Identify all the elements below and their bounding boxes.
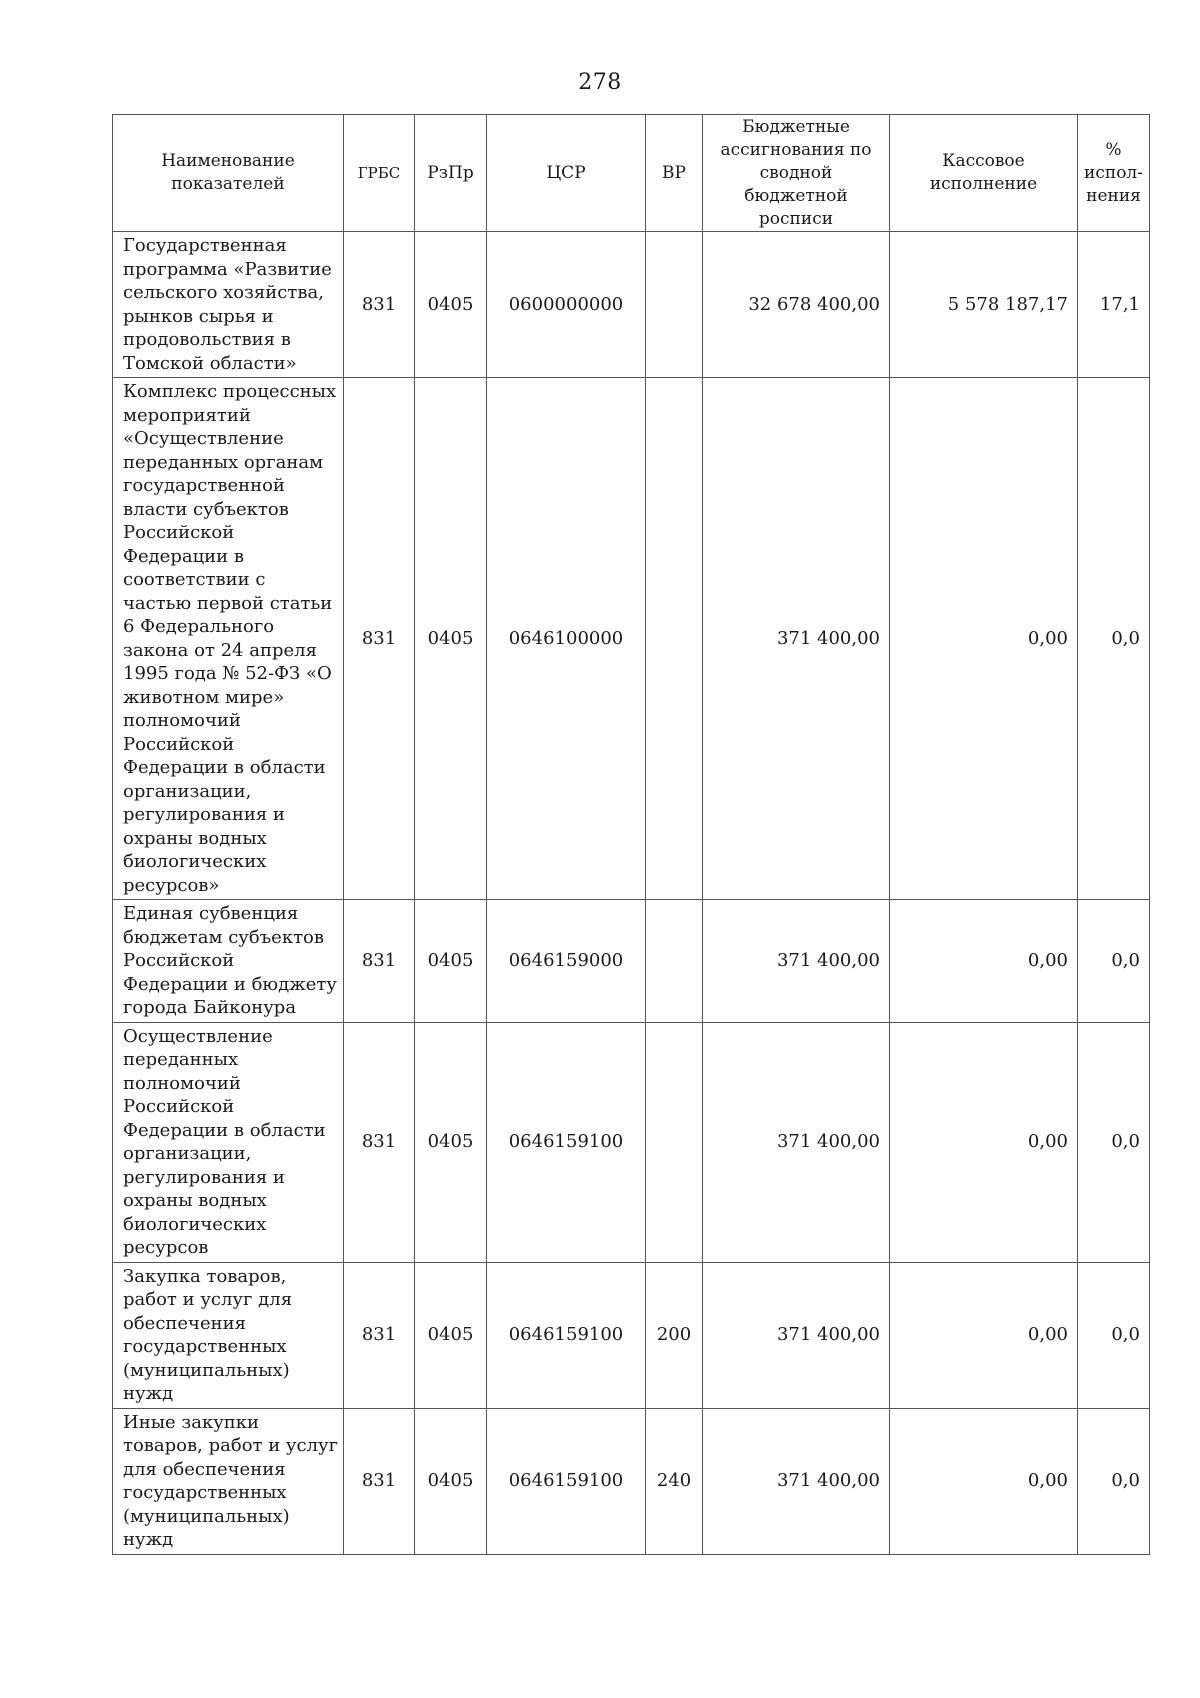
- row-cash-execution: 0,00: [890, 1262, 1078, 1408]
- row-csr: 0646159100: [487, 1022, 646, 1262]
- table-header-row: [113, 115, 1150, 232]
- row-name: Закупка товаров, работ и услуг для обеспечения государственных (муниципальных) нужд: [113, 1262, 344, 1408]
- header-csr: ЦСР: [487, 115, 646, 232]
- row-percent: 0,0: [1078, 1408, 1150, 1554]
- table-row: [113, 378, 1150, 900]
- row-vr: 200: [646, 1262, 703, 1408]
- row-cash-execution: 0,00: [890, 900, 1078, 1023]
- row-rzpr: 0405: [415, 900, 487, 1023]
- row-rzpr: 0405: [415, 232, 487, 378]
- budget-execution-table: [112, 114, 1150, 1555]
- header-grbs: ГРБС: [344, 115, 415, 232]
- row-name: Единая субвенция бюджетам субъектов Российской Федерации и бюджету города Байконура: [113, 900, 344, 1023]
- row-vr: [646, 232, 703, 378]
- row-cash-execution: 5 578 187,17: [890, 232, 1078, 378]
- row-percent: 0,0: [1078, 1262, 1150, 1408]
- header-name: Наименование показателей: [113, 115, 344, 232]
- row-grbs: 831: [344, 378, 415, 900]
- row-allocations: 32 678 400,00: [703, 232, 890, 378]
- row-grbs: 831: [344, 900, 415, 1023]
- table-row: [113, 900, 1150, 1023]
- header-vr: ВР: [646, 115, 703, 232]
- row-csr: 0600000000: [487, 232, 646, 378]
- row-name: Осуществление переданных полномочий Российской Федерации в области организации, регулирования и охраны водных биологических ресурсов: [113, 1022, 344, 1262]
- row-grbs: 831: [344, 1408, 415, 1554]
- row-allocations: 371 400,00: [703, 378, 890, 900]
- row-cash-execution: 0,00: [890, 378, 1078, 900]
- row-vr: [646, 378, 703, 900]
- row-cash-execution: 0,00: [890, 1408, 1078, 1554]
- table-row: [113, 1262, 1150, 1408]
- table-row: [113, 1022, 1150, 1262]
- row-allocations: 371 400,00: [703, 1408, 890, 1554]
- row-csr: 0646159100: [487, 1408, 646, 1554]
- row-rzpr: 0405: [415, 1408, 487, 1554]
- row-grbs: 831: [344, 1262, 415, 1408]
- row-grbs: 831: [344, 1022, 415, 1262]
- row-csr: 0646100000: [487, 378, 646, 900]
- row-percent: 0,0: [1078, 900, 1150, 1023]
- row-vr: [646, 900, 703, 1023]
- row-percent: 0,0: [1078, 378, 1150, 900]
- row-cash-execution: 0,00: [890, 1022, 1078, 1262]
- row-percent: 0,0: [1078, 1022, 1150, 1262]
- row-name: Комплекс процессных мероприятий «Осуществление переданных органам государственной власти субъектов Российской Федерации в соответствии с частью первой статьи 6 Федерального закона от 24 апреля 1995 года № 52-ФЗ «О животном мире» полномочий Российской Федерации в области организации, регулирования и охраны водных биологических ресурсов»: [113, 378, 344, 900]
- header-allocations: Бюджетные ассигнования по сводной бюджетной росписи: [703, 115, 890, 232]
- row-name: Государственная программа «Развитие сельского хозяйства, рынков сырья и продовольствия в Томской области»: [113, 232, 344, 378]
- row-name: Иные закупки товаров, работ и услуг для обеспечения государственных (муниципальных) нужд: [113, 1408, 344, 1554]
- row-rzpr: 0405: [415, 1262, 487, 1408]
- header-cash-execution: Кассовое исполнение: [890, 115, 1078, 232]
- table-row: [113, 232, 1150, 378]
- row-grbs: 831: [344, 232, 415, 378]
- table-row: [113, 1408, 1150, 1554]
- header-rzpr: РзПр: [415, 115, 487, 232]
- row-csr: 0646159000: [487, 900, 646, 1023]
- row-allocations: 371 400,00: [703, 1022, 890, 1262]
- row-percent: 17,1: [1078, 232, 1150, 378]
- row-rzpr: 0405: [415, 378, 487, 900]
- row-vr: 240: [646, 1408, 703, 1554]
- row-vr: [646, 1022, 703, 1262]
- header-percent-execution: % испол-нения: [1078, 115, 1150, 232]
- row-allocations: 371 400,00: [703, 900, 890, 1023]
- row-csr: 0646159100: [487, 1262, 646, 1408]
- page-number: 278: [578, 70, 622, 95]
- row-allocations: 371 400,00: [703, 1262, 890, 1408]
- row-rzpr: 0405: [415, 1022, 487, 1262]
